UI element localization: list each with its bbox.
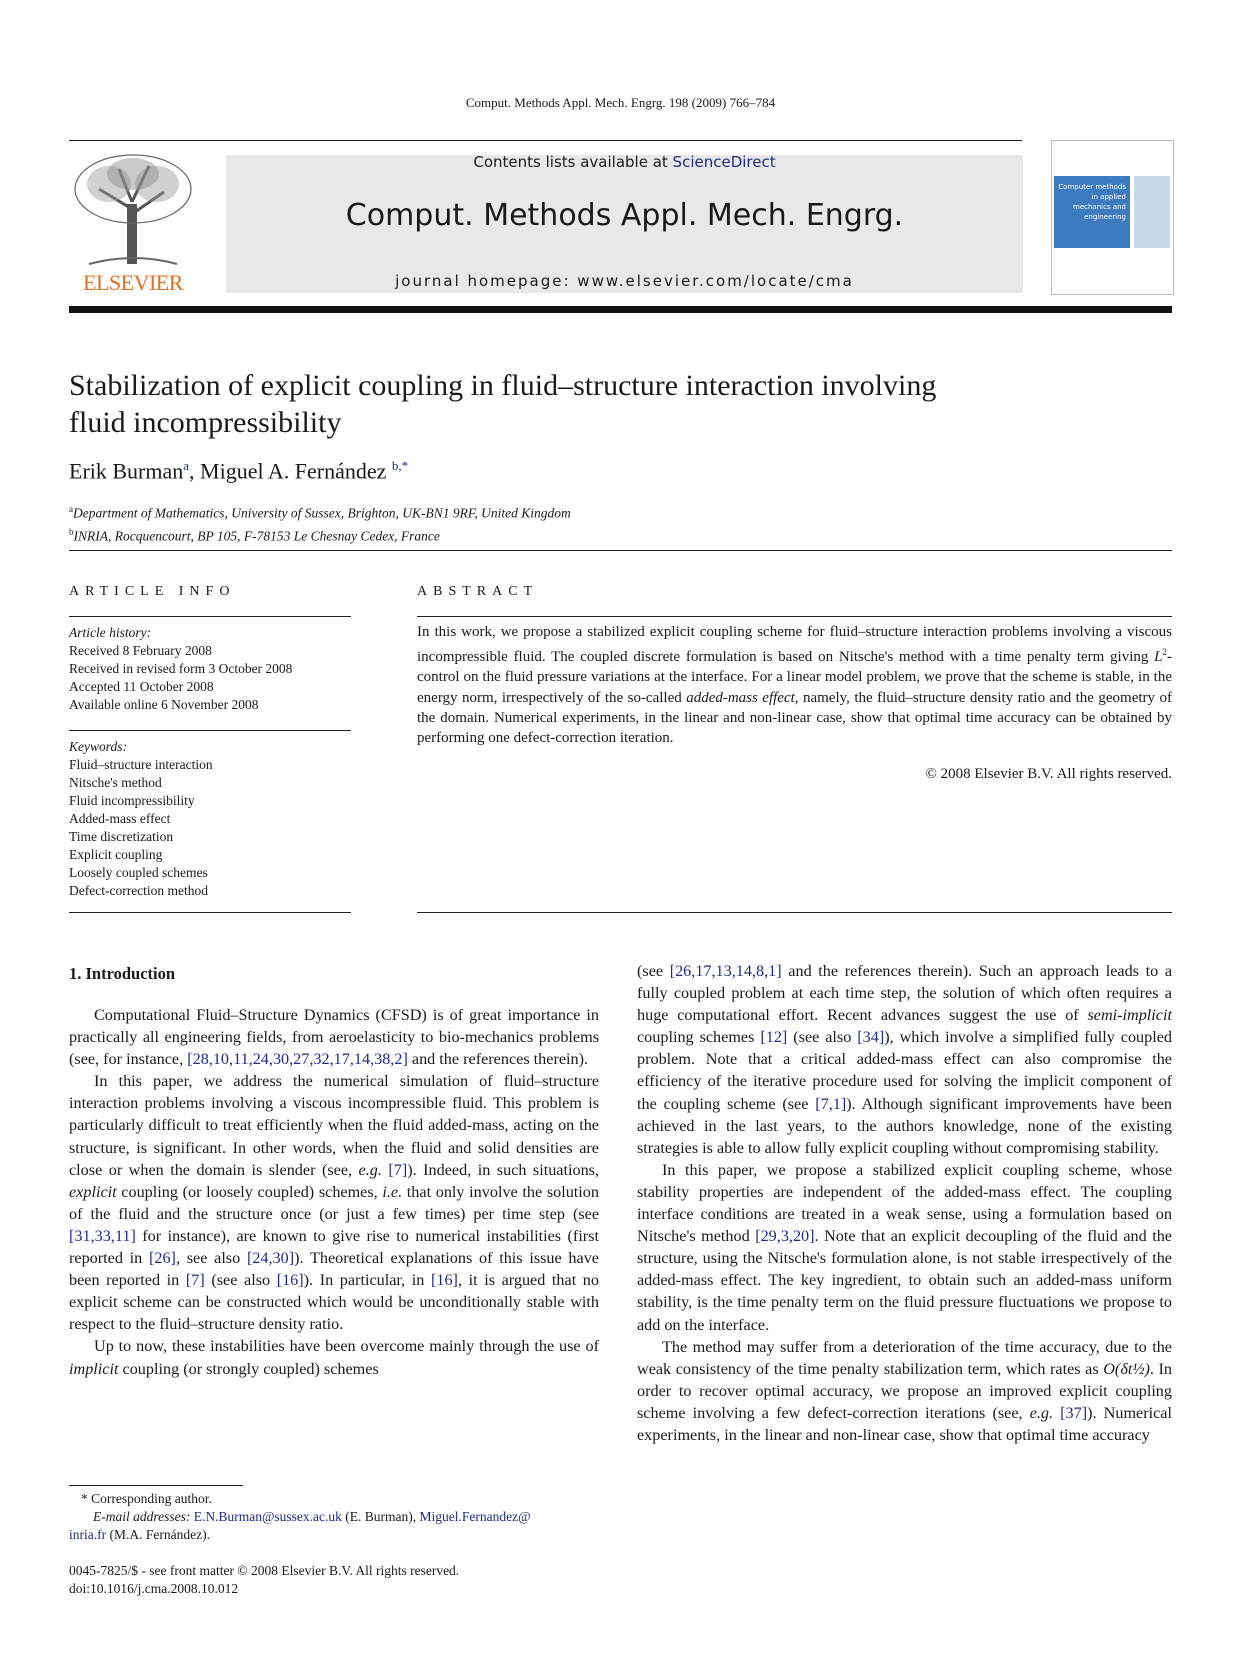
author-2: Miguel A. Fernández	[200, 458, 387, 484]
citation-link[interactable]: [7,1]	[815, 1094, 847, 1113]
abstract-l2-sup: 2	[1162, 647, 1167, 658]
body-column-left	[69, 1004, 599, 1380]
text: , see also	[175, 1249, 247, 1268]
citation-link[interactable]: [31,33,11]	[69, 1226, 136, 1245]
text: coupling (or strongly coupled) schemes	[118, 1359, 379, 1378]
text: Computational Fluid–Structure Dynamics (CFSD) is of great importance in practically all engineering fields, from aeroelasticity to bio-mechanics problems (see, for instance,	[69, 1006, 599, 1069]
affiliation-a-mark: a	[69, 504, 73, 514]
contents-line	[226, 153, 1023, 171]
text-italic: e.g.	[1029, 1403, 1054, 1422]
text: (see also	[204, 1271, 277, 1290]
email-link-burman[interactable]: E.N.Burman@sussex.ac.uk	[193, 1509, 342, 1524]
history-label: Article history:	[69, 625, 152, 640]
email-label: E-mail addresses:	[93, 1509, 191, 1524]
text: (see	[637, 962, 670, 980]
paper-title-line1: Stabilization of explicit coupling in fluid–structure interaction involving	[69, 369, 937, 402]
keyword: Time discretization	[69, 829, 174, 844]
citation-link[interactable]: [26]	[148, 1249, 176, 1268]
sciencedirect-link[interactable]: ScienceDirect	[672, 153, 776, 171]
citation-link[interactable]: [37]	[1060, 1403, 1088, 1422]
abstract-l2: L	[1154, 649, 1163, 666]
text-italic: i.e.	[382, 1182, 403, 1201]
article-history	[69, 624, 351, 714]
keywords	[69, 738, 351, 900]
journal-homepage[interactable]: journal homepage: www.elsevier.com/locate/cma	[395, 272, 854, 290]
keyword: Defect-correction method	[69, 883, 209, 898]
text: (see also	[787, 1028, 858, 1047]
abstract-rule-bottom	[417, 912, 1172, 913]
masthead-top-rule	[69, 140, 1022, 141]
intro-paragraph-4	[637, 1159, 1172, 1336]
text: In this paper, we address the numerical simulation of fluid–structure interaction problems involving a viscous incompressible fluid. This problem is particularly difficult to treat efficiently when the fluid added-mass, acting on the structure, is significant. In other words, when the fluid and solid densities are close or when the domain is slender (see,	[69, 1072, 599, 1179]
affiliation-a-text: Department of Mathematics, University of Sussex, Brighton, UK-BN1 9RF, United Kingdom	[73, 505, 571, 521]
abstract-text-2: -control on the fluid pressure variations at the interface. For a linear model problem, we prove that the scheme is stable, in the energy norm, irrespectively of the so-called	[417, 649, 1172, 706]
body-column-right	[637, 960, 1172, 1446]
masthead-bottom-rule	[69, 306, 1172, 313]
author-list	[69, 458, 408, 484]
abstract-rule-top	[417, 616, 1172, 617]
abstract-body	[417, 622, 1172, 748]
history-online: Available online 6 November 2008	[69, 697, 259, 712]
history-received: Received 8 February 2008	[69, 643, 212, 658]
section-heading-introduction: 1. Introduction	[69, 964, 176, 983]
affiliation-b	[69, 523, 571, 546]
affiliation-b-mark: b	[69, 526, 74, 537]
article-info-heading: ARTICLE INFO	[69, 584, 236, 599]
footnote-star: *	[81, 1491, 88, 1506]
citation-link[interactable]: [12]	[760, 1028, 788, 1047]
text: ). Although significant improvements have been achieved in the last years, to the authors knowledge, none of the existing strategies is able to allow fully explicit coupling without compromising stability.	[637, 1094, 1172, 1157]
text: In this paper, we propose a stabilized explicit coupling scheme, whose stability properties are independent of the added-mass effect. The coupling interface conditions are treated in a weak sense, using a formulation based on Nitsche's method	[637, 1160, 1172, 1246]
affiliation-b-text: INRIA, Rocquencourt, BP 105, F-78153 Le Chesnay Cedex, France	[73, 528, 440, 543]
text: and the references therein). Such an approach leads to a fully coupled problem at each time step, the solution of which often requires a huge computational effort. Recent advances suggest the use of	[637, 962, 1173, 1025]
affiliations	[69, 500, 571, 545]
intro-paragraph-3	[69, 1335, 599, 1379]
paper-title-line2: fluid incompressibility	[69, 406, 342, 439]
text: ). Numerical experiments, in the linear and non-linear case, show that optimal time accuracy	[637, 1403, 1172, 1444]
info-rule-mid	[69, 730, 351, 731]
contents-prefix: Contents lists available at	[473, 153, 673, 171]
keyword: Added-mass effect	[69, 811, 171, 826]
abstract-copyright: © 2008 Elsevier B.V. All rights reserved.	[925, 766, 1172, 782]
citation-link[interactable]: [26,17,13,14,8,1]	[669, 962, 782, 980]
cover-panel	[1134, 176, 1170, 248]
citation-link[interactable]: [16]	[430, 1271, 458, 1290]
title-divider	[69, 550, 1172, 551]
paper-title	[69, 367, 1069, 441]
citation-link[interactable]: [28,10,11,24,30,27,32,17,14,38,2]	[187, 1050, 408, 1069]
text-italic: explicit	[69, 1182, 117, 1201]
keyword: Explicit coupling	[69, 847, 163, 862]
citation-link[interactable]: [16]	[276, 1271, 304, 1290]
text: that only involve the solution of the fluid and the structure once (or just a few times) per time step (see	[69, 1182, 599, 1223]
keyword: Nitsche's method	[69, 775, 162, 790]
author-separator: ,	[189, 458, 201, 484]
text: coupling (or loosely coupled) schemes,	[116, 1182, 383, 1201]
journal-title: Comput. Methods Appl. Mech. Engrg.	[345, 198, 904, 233]
abstract-added-mass: added-mass effect	[686, 689, 795, 706]
text: and the references therein).	[407, 1050, 589, 1069]
journal-reference: Comput. Methods Appl. Mech. Engrg. 198 (2009) 766–784	[465, 95, 776, 110]
intro-paragraph-2	[69, 1070, 599, 1335]
keyword: Fluid incompressibility	[69, 793, 195, 808]
journal-cover-thumbnail	[1051, 140, 1174, 295]
email-link-fernandez-cont[interactable]: inria.fr	[69, 1527, 107, 1542]
citation-link[interactable]: [7]	[185, 1271, 205, 1290]
front-matter	[69, 1562, 459, 1598]
text: coupling schemes	[637, 1028, 761, 1047]
text: ), which involve a simplified fully coupled problem. Note that a critical added-mass effect can also compromise the efficiency of the iterative procedure used for solving the implicit component of the coupling scheme (see	[637, 1028, 1173, 1113]
footnote-corresponding-text: Corresponding author.	[91, 1491, 212, 1506]
text: for instance), are known to give rise to numerical instabilities (first reported in	[69, 1226, 599, 1268]
intro-paragraph-1	[69, 1004, 599, 1070]
citation-link[interactable]: [7]	[388, 1160, 408, 1179]
author-1-affil[interactable]: a	[183, 458, 190, 473]
email-name: (M.A. Fernández).	[109, 1527, 210, 1542]
email-name: (E. Burman),	[345, 1509, 417, 1524]
author-2-affil[interactable]: b,*	[391, 458, 409, 473]
text: The method may suffer from a deterioration of the time accuracy, due to the weak consistency of the time penalty stabilization term, which rates as	[637, 1337, 1172, 1378]
citation-link[interactable]: [34]	[857, 1028, 885, 1047]
author-1: Erik Burman	[69, 458, 184, 484]
text: , it is argued that no explicit scheme can be constructed which would be unconditionally stable with respect to the fluid–structure density ratio.	[69, 1271, 599, 1334]
text-italic: semi-implicit	[1087, 1006, 1172, 1025]
info-rule-top	[69, 616, 351, 617]
abstract-text-1: In this work, we propose a stabilized explicit coupling scheme for fluid–structure interaction problems involving a viscous incompressible fluid. The coupled discrete formulation is based on Nitsche's method with a time penalty term giving	[417, 624, 1172, 666]
elsevier-wordmark: ELSEVIER	[83, 270, 183, 295]
issn-line: 0045-7825/$ - see front matter © 2008 Elsevier B.V. All rights reserved.	[69, 1563, 460, 1578]
keyword: Loosely coupled schemes	[69, 865, 208, 880]
intro-paragraph-3-cont	[637, 960, 1172, 1159]
math-order-term: O(δt½)	[1103, 1359, 1150, 1378]
text: ). In particular, in	[303, 1271, 431, 1290]
text: ). Indeed, in such situations,	[407, 1160, 600, 1179]
info-rule-bottom	[69, 912, 351, 913]
text: ). Theoretical explanations of this issue have been reported in	[69, 1249, 599, 1290]
abstract-heading: ABSTRACT	[417, 584, 539, 599]
footnote-emails-cont	[69, 1526, 599, 1544]
doi-line[interactable]: doi:10.1016/j.cma.2008.10.012	[69, 1581, 239, 1596]
citation-link[interactable]: [24,30]	[246, 1249, 295, 1268]
text-italic: implicit	[69, 1359, 119, 1378]
footnote-rule	[69, 1485, 243, 1486]
history-revised: Received in revised form 3 October 2008	[69, 661, 293, 676]
keyword: Fluid–structure interaction	[69, 757, 213, 772]
cover-title: Computer methods in applied mechanics and engineering	[1054, 176, 1130, 248]
keywords-label: Keywords:	[69, 739, 127, 754]
citation-link[interactable]: [29,3,20]	[755, 1227, 815, 1246]
affiliation-a	[69, 500, 571, 523]
footnote-emails	[69, 1508, 599, 1526]
footnote	[69, 1490, 599, 1544]
text: . Note that an explicit decoupling of the fluid and the structure, using the Nitsche's formulation alone, is not stable irrespectively of the added-mass effect. The key ingredient, to obtain such an added-mass uniform stability, is the time penalty term on the fluid pressure fluctuations we propose to add on the interface.	[637, 1227, 1172, 1334]
history-accepted: Accepted 11 October 2008	[69, 679, 214, 694]
text-italic: e.g.	[358, 1160, 382, 1179]
text: Up to now, these instabilities have been overcome mainly through the use of	[94, 1337, 599, 1356]
intro-paragraph-5	[637, 1336, 1172, 1446]
text: . In order to recover optimal accuracy, we propose an improved explicit coupling scheme involving a few defect-correction iterations (see,	[637, 1359, 1172, 1422]
email-link-fernandez[interactable]: Miguel.Fernandez@	[419, 1509, 531, 1524]
abstract-text-3: , namely, the fluid–structure density ratio and the geometry of the domain. Numerical experiments, in the linear and non-linear case, show that optimal time accuracy can be obtained by performing one defect-correction iteration.	[417, 689, 1172, 747]
footnote-corresponding	[69, 1490, 599, 1508]
